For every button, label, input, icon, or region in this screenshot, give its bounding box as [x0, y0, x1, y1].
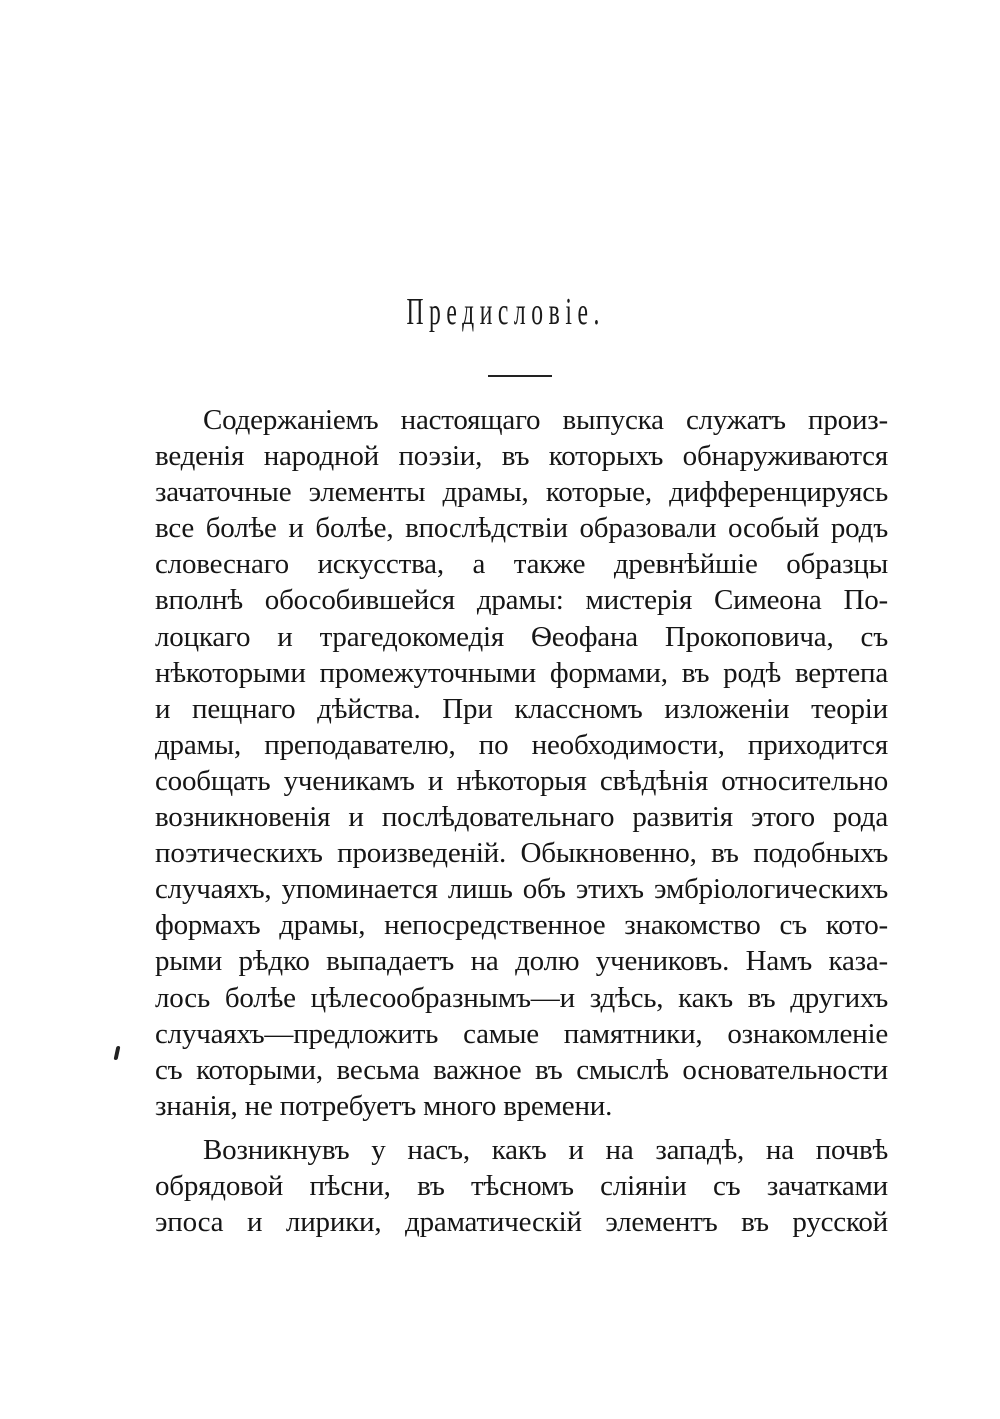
text-line: съ которыми, весьма важное въ смыслѣ основательности — [155, 1053, 888, 1086]
text-line: эпоса и лирики, драматическій элементъ въ русской — [155, 1206, 888, 1239]
margin-mark — [114, 1046, 121, 1060]
text-line: нѣкоторыми промежуточными формами, въ родѣ вертепа — [155, 656, 888, 689]
text-line: вполнѣ обособившейся драмы: мистерія Симеона По- — [155, 584, 888, 617]
text-line: Содержаніемъ настоящаго выпуска служатъ произ- — [203, 404, 888, 436]
paragraph-1 — [155, 402, 888, 1124]
text-line: зачаточные элементы драмы, которые, дифференцируясь — [155, 476, 888, 509]
text-line: рыми рѣдко выпадаетъ на долю учениковъ. Намъ каза- — [155, 945, 888, 978]
text-line: формахъ драмы, непосредственное знакомство съ кото- — [155, 909, 888, 942]
text-line: сообщать ученикамъ и нѣкоторыя свѣдѣнія относительно — [155, 764, 888, 797]
body-text — [155, 402, 888, 1240]
text-line: лось болѣе цѣлесообразнымъ—и здѣсь, какъ въ другихъ — [155, 981, 888, 1014]
page-title: Предисловіе. — [406, 291, 605, 333]
text-line: возникновенія и послѣдовательнаго развитія этого рода — [155, 801, 888, 834]
paragraph-2 — [155, 1132, 888, 1240]
title-divider — [488, 375, 552, 377]
text-line: лоцкаго и трагедокомедія Ѳеофана Прокоповича, съ — [155, 620, 888, 653]
text-line: словеснаго искусства, а также древнѣйшіе образцы — [155, 548, 888, 581]
text-line: случаяхъ—предложить самые памятники, ознакомленіе — [155, 1017, 888, 1050]
text-line: драмы, преподавателю, по необходимости, приходится — [155, 728, 888, 761]
text-line: все болѣе и болѣе, впослѣдствіи образовали особый родъ — [155, 512, 888, 545]
text-line: Возникнувъ у насъ, какъ и на западѣ, на почвѣ — [203, 1133, 888, 1166]
text-line: знанія, не потребуетъ много времени. — [155, 1089, 613, 1122]
text-line: поэтическихъ произведеній. Обыкновенно, въ подобныхъ — [155, 837, 888, 870]
text-line: обрядовой пѣсни, въ тѣсномъ сліяніи съ зачатками — [155, 1169, 888, 1202]
text-line: веденія народной поэзіи, въ которыхъ обнаруживаются — [155, 440, 888, 473]
text-line: и пещнаго дѣйства. При классномъ изложеніи теоріи — [155, 692, 888, 725]
text-line: случаяхъ, упоминается лишь объ этихъ эмбріологическихъ — [155, 873, 888, 906]
